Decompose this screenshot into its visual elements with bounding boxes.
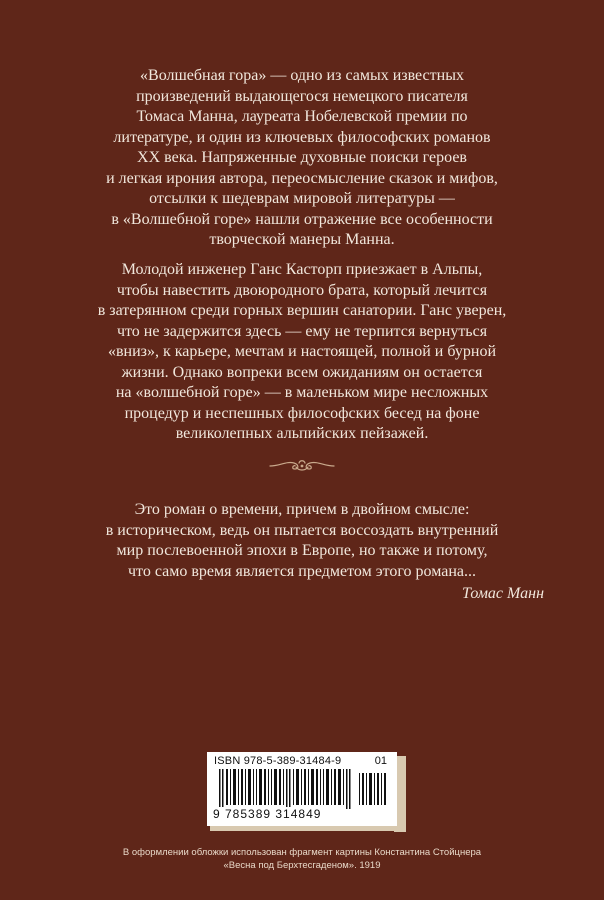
text-line: великолепных альпийских пейзажей. <box>175 425 429 442</box>
text-line: литературе, и один из ключевых философских романов <box>113 128 491 146</box>
author-quote <box>60 500 544 582</box>
text-line: произведений выдающегося немецкого писателя <box>136 87 468 105</box>
text-line: Это роман о времени, причем в двойном смысле: <box>134 501 470 518</box>
barcode-bars <box>219 769 389 809</box>
description-paragraph <box>60 66 544 251</box>
credit-line: В оформлении обложки использован фрагмент картины Константина Стойцнера <box>122 847 482 858</box>
text-line: Томаса Манна, лауреата Нобелевской премии по <box>136 108 468 125</box>
isbn-label: ISBN 978-5-389-31484-9 <box>214 755 342 767</box>
text-line: отсылки к шедеврам мировой литературы — <box>149 190 455 207</box>
text-line: в историческом, ведь он пытается воссоздать внутренний <box>105 521 499 539</box>
plot-paragraph <box>60 260 544 445</box>
isbn-barcode <box>207 752 397 826</box>
text-line: что не задержится здесь — ему не терпится вернуться <box>116 322 488 340</box>
text-line: в затерянном среди горных вершин санатории. Ганс уверен, <box>97 302 507 319</box>
text-line: XX века. Напряженные духовные поиски героев <box>137 149 467 166</box>
text-line: творческой манеры Манна. <box>209 231 395 248</box>
text-line: «Волшебная гора» — одно из самых известных <box>140 67 464 84</box>
text-line: жизни. Однако вопреки всем ожиданиям он остается <box>121 363 483 381</box>
cover-credits <box>0 846 604 872</box>
text-line: Молодой инженер Ганс Касторп приезжает в Альпы, <box>121 261 483 278</box>
text-line: и легкая ирония автора, переосмысление сказок и мифов, <box>106 169 498 187</box>
text-line: что само время является предметом этого романа... <box>128 562 476 580</box>
quote-author: Томас Манн <box>462 585 544 602</box>
text-line: «вниз», к карьере, мечтам и настоящей, полной и бурной <box>107 343 497 360</box>
text-line: процедур и неспешных философских бесед на фоне <box>124 404 480 422</box>
text-line: мир послевоенной эпохи в Европе, но также и потому, <box>116 542 488 559</box>
text-line: чтобы навестить двоюродного брата, который лечится <box>116 281 488 299</box>
text-line: на «волшебной горе» — в маленьком мире несложных <box>115 384 489 401</box>
text-line: в «Волшебной горе» нашли отражение все особенности <box>111 210 493 228</box>
barcode-digits: 9 785389 314849 <box>213 807 322 821</box>
flourish-divider-icon <box>266 455 338 477</box>
credit-line: «Весна под Берхтесгаденом». 1919 <box>223 860 381 871</box>
isbn-addon: 01 <box>374 755 387 767</box>
